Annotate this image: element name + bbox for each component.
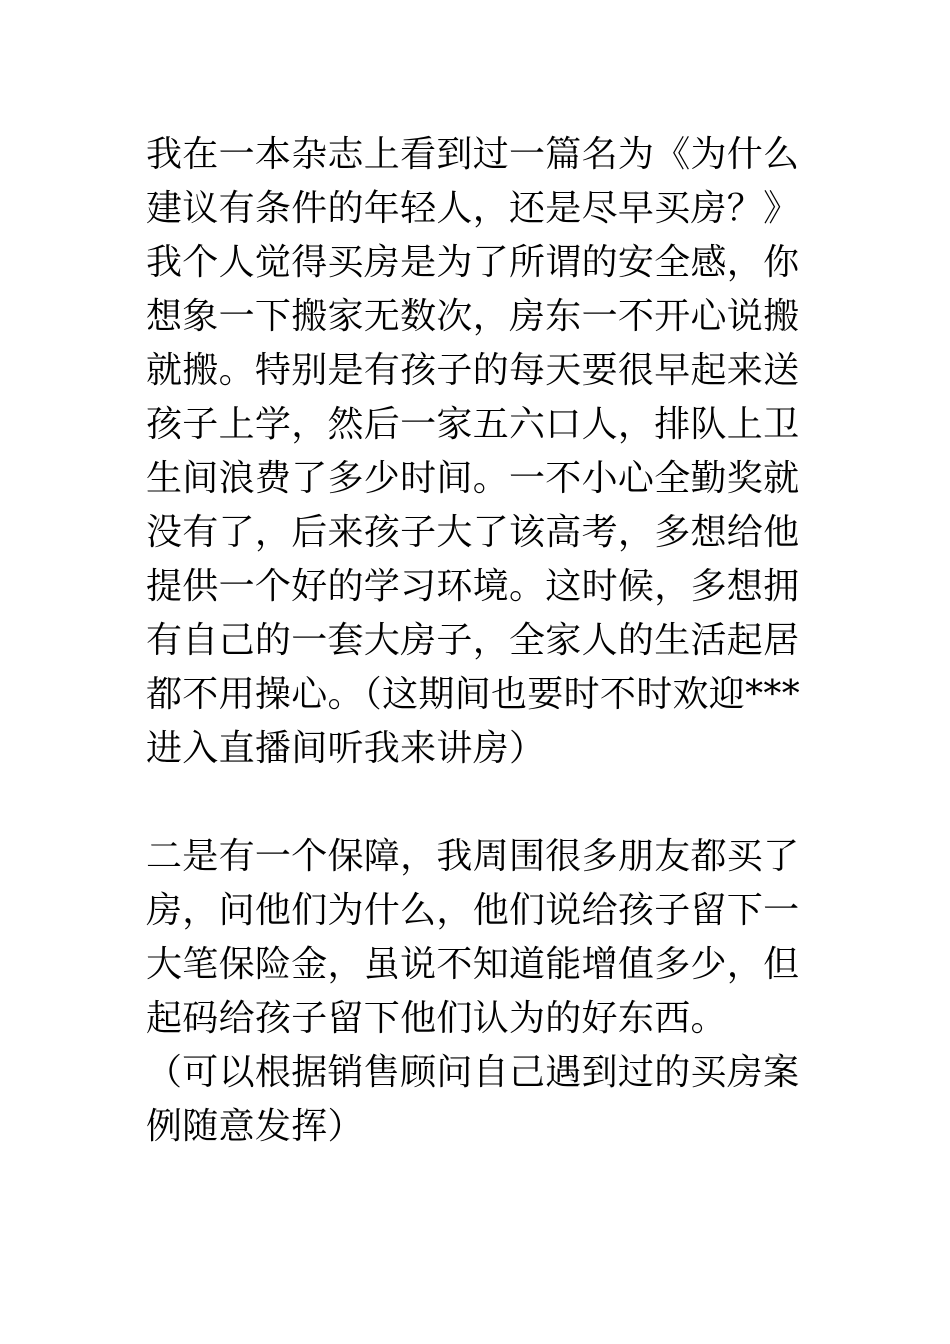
- paragraph-2: 二是有一个保障，我周围很多朋友都买了房，问他们为什么，他们说给孩子留下一大笔保险金，虽说不知道能增值多少，但起码给孩子留下他们认为的好东西。: [146, 836, 800, 1039]
- document-body: [146, 128, 826, 1154]
- paragraph-3: （可以根据销售顾问自己遇到过的买房案例随意发挥）: [146, 1052, 800, 1147]
- paragraph-1: 我在一本杂志上看到过一篇名为《为什么建议有条件的年轻人，还是尽早买房？》我个人觉得买房是为了所谓的安全感，你想象一下搬家无数次，房东一不开心说搬就搬。特别是有孩子的每天要很早起来送孩子上学，然后一家五六口人，排队上卫生间浪费了多少时间。一不小心全勤奖就没有了，后来孩子大了该高考，多想给他提供一个好的学习环境。这时候，多想拥有自己的一套大房子，全家人的生活起居都不用操心。（这期间也要时不时欢迎***进入直播间听我来讲房）: [146, 134, 800, 769]
- paragraph-spacer: [146, 776, 826, 830]
